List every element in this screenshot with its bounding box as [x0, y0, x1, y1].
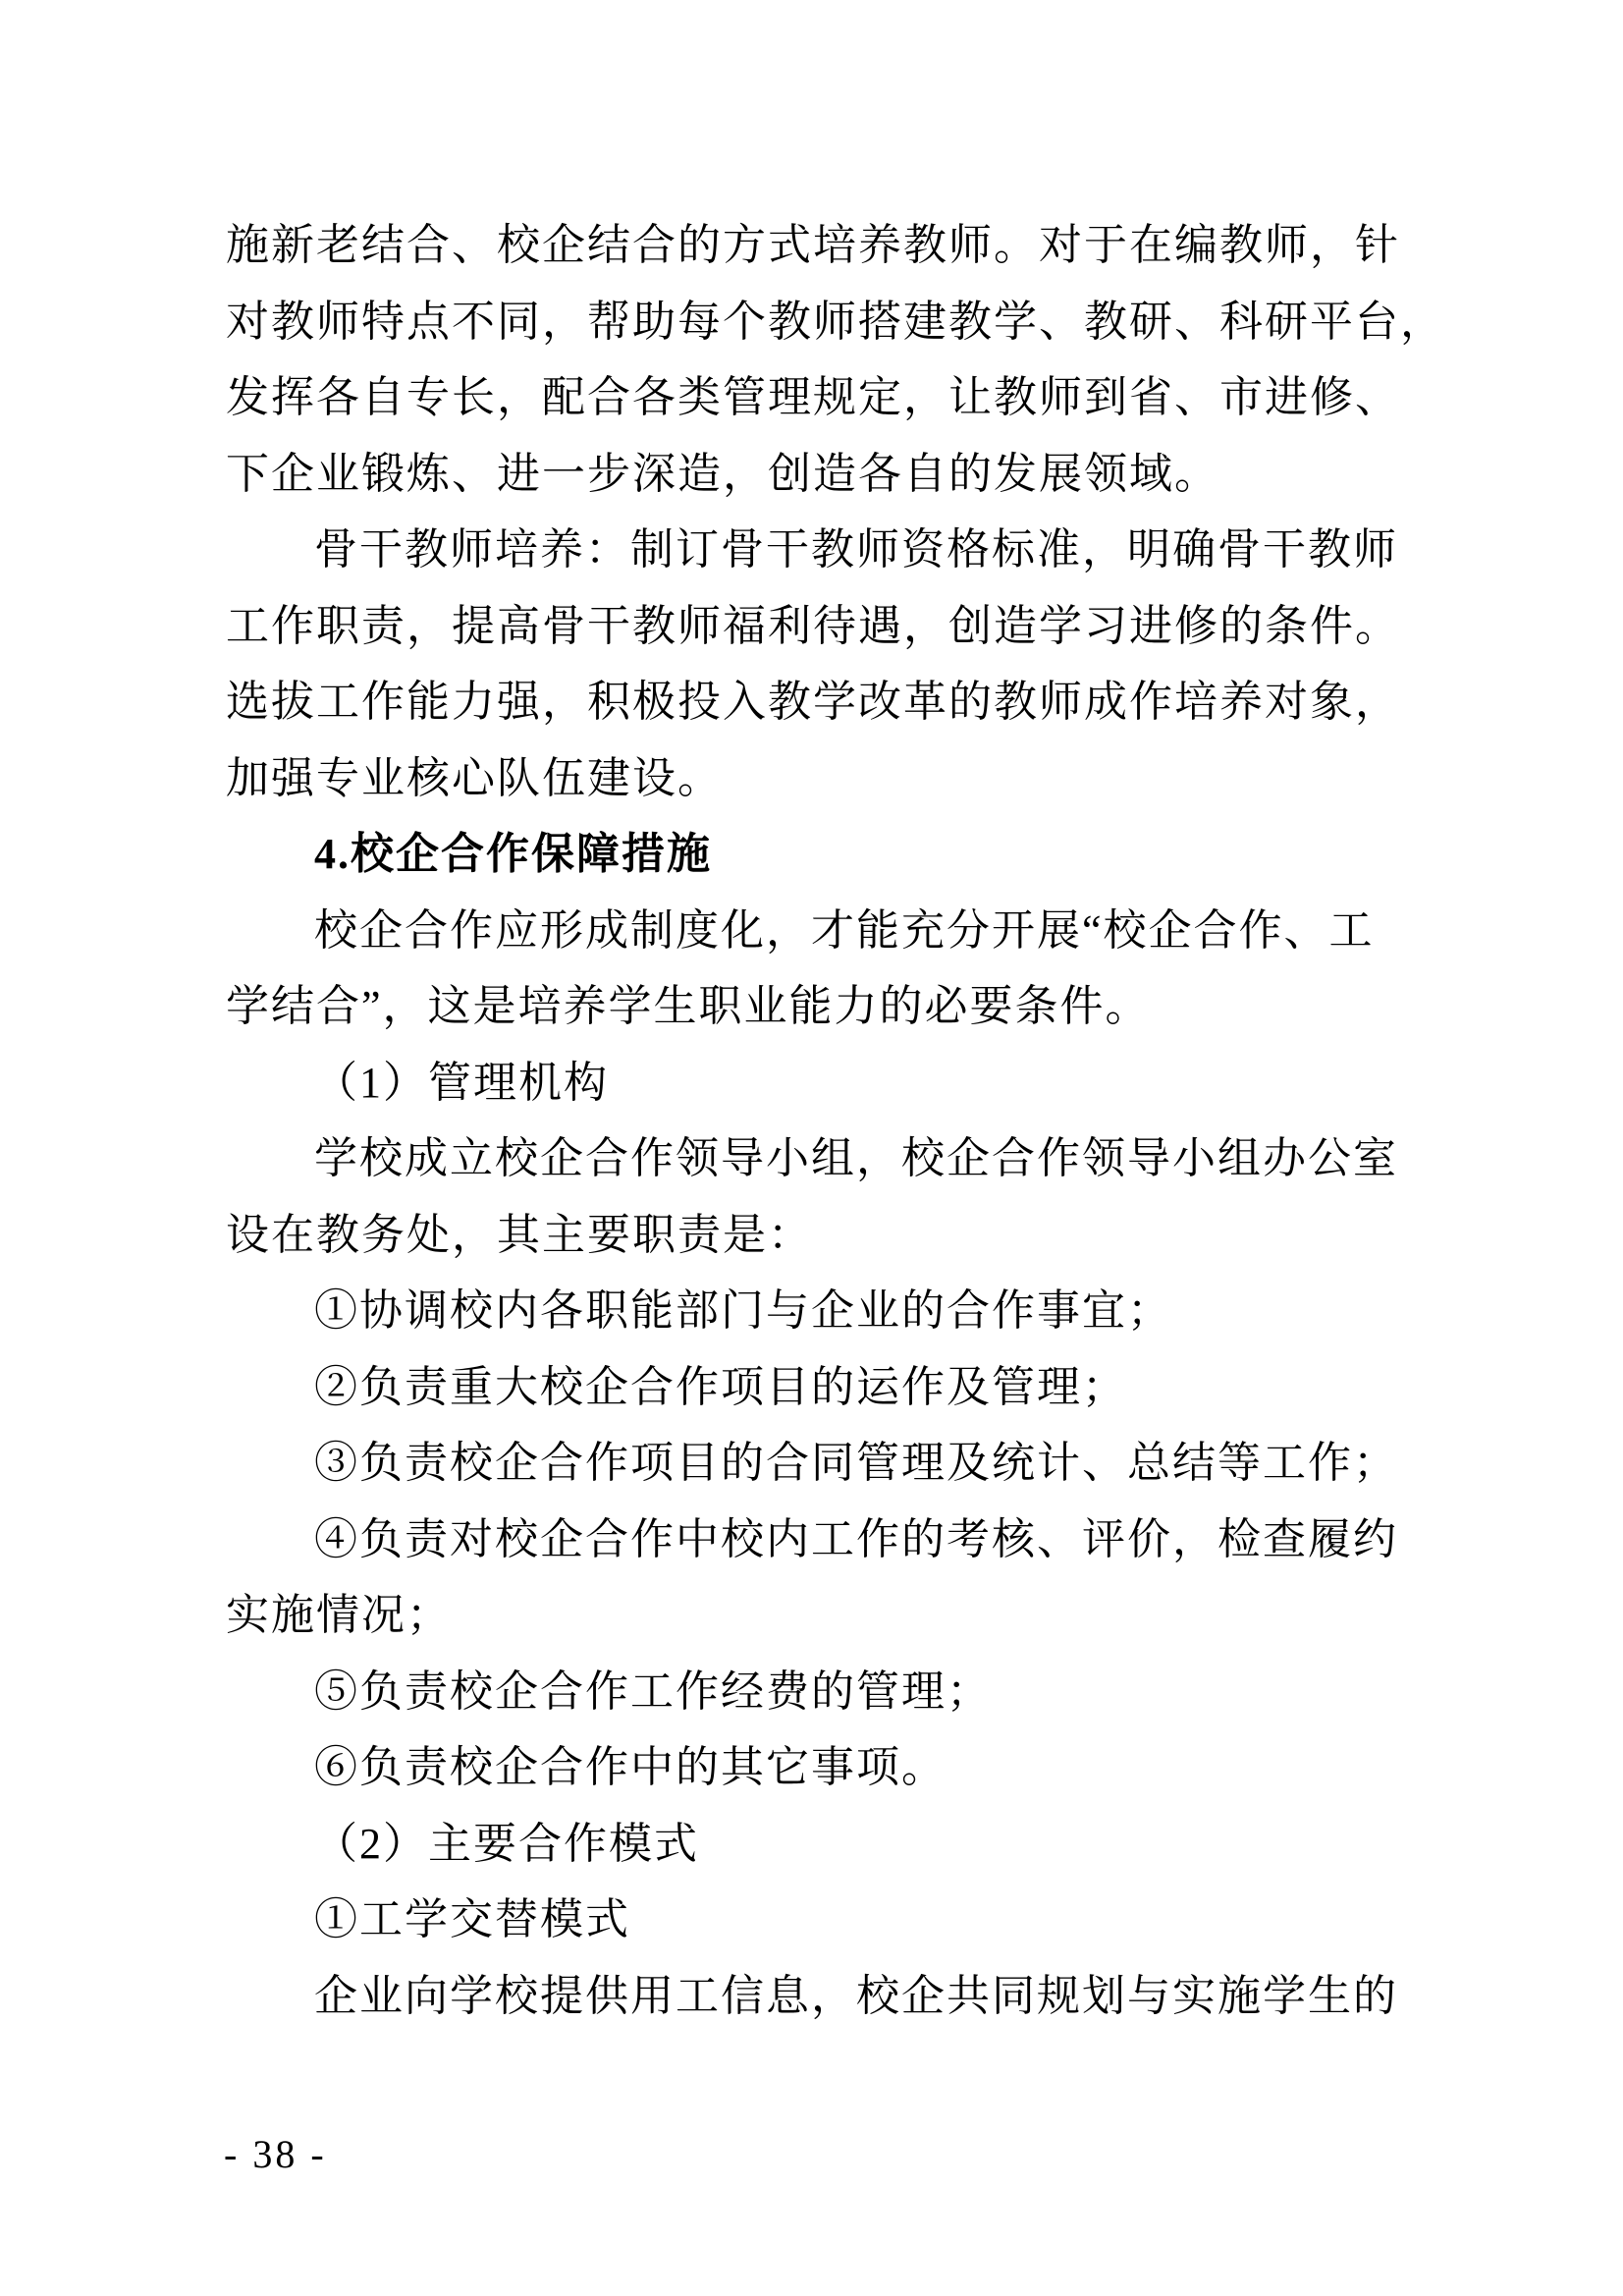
list-item: ①协调校内各职能部门与企业的合作事宜；	[314, 1286, 1172, 1335]
list-item: ②负责重大校企合作项目的运作及管理；	[314, 1362, 1127, 1411]
text-line: 企业向学校提供用工信息，校企共同规划与实施学生的	[314, 1971, 1398, 2020]
sub-item-heading: ①工学交替模式	[314, 1895, 630, 1943]
text-line: 学结合”，这是培养学生职业能力的必要条件。	[226, 982, 1151, 1030]
text-line: 工作职责，提高骨干教师福利待遇，创造学习进修的条件。	[226, 601, 1400, 650]
subsection-heading: （2）主要合作模式	[314, 1819, 699, 1868]
text-line: 加强专业核心队伍建设。	[226, 753, 723, 802]
text-line: 施新老结合、校企结合的方式培养教师。对于在编教师，针	[226, 221, 1400, 269]
list-item: ④负责对校企合作中校内工作的考核、评价，检查履约	[314, 1514, 1398, 1563]
page-number: - 38 -	[224, 2132, 327, 2176]
text-line: 设在教务处，其主要职责是：	[226, 1210, 813, 1259]
list-item: ⑤负责校企合作工作经费的管理；	[314, 1667, 992, 1716]
text-line: 对教师特点不同，帮助每个教师搭建教学、教研、科研平台，	[226, 297, 1445, 346]
text-line: 骨干教师培养：制订骨干教师资格标准，明确骨干教师	[314, 525, 1398, 574]
list-item: ③负责校企合作项目的合同管理及统计、总结等工作；	[314, 1439, 1398, 1487]
text-line: 下企业锻炼、进一步深造，创造各自的发展领域。	[226, 449, 1219, 498]
text-line: 选拔工作能力强，积极投入教学改革的教师成作培养对象，	[226, 678, 1400, 726]
subsection-heading: （1）管理机构	[314, 1058, 609, 1107]
list-item: ⑥负责校企合作中的其它事项。	[314, 1743, 947, 1791]
text-line: 学校成立校企合作领导小组，校企合作领导小组办公室	[314, 1134, 1398, 1182]
section-heading: 4.校企合作保障措施	[314, 830, 712, 878]
text-line: 校企合作应形成制度化，才能充分开展“校企合作、工	[314, 905, 1375, 955]
text-line: 发挥各自专长，配合各类管理规定，让教师到省、市进修、	[226, 373, 1400, 421]
page-body	[226, 207, 1445, 2034]
list-item-continuation: 实施情况；	[226, 1591, 452, 1639]
